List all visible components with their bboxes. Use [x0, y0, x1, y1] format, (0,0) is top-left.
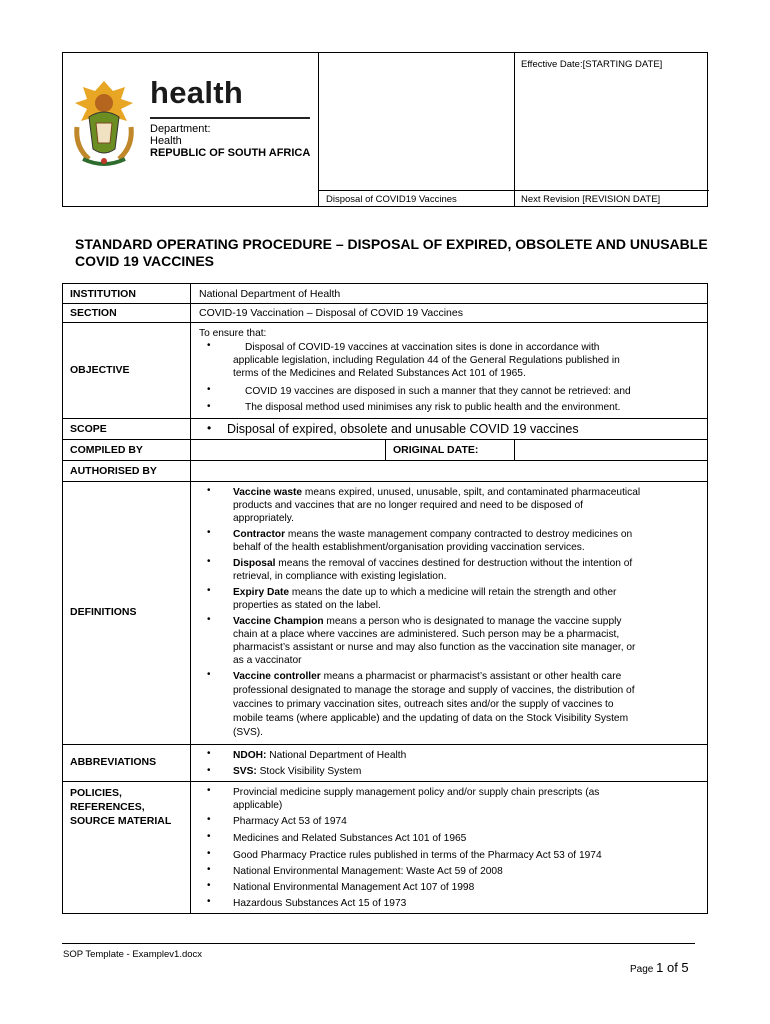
page-number	[630, 960, 689, 975]
scope-label: SCOPE	[70, 423, 107, 435]
bullet: •	[207, 585, 211, 596]
row-divider	[63, 744, 707, 745]
column-divider	[514, 439, 515, 461]
row-divider	[63, 303, 707, 304]
bullet: •	[207, 527, 211, 538]
institution-value: National Department of Health	[199, 288, 341, 300]
definition-line: professional designated to manage the storage and supply of vaccines, the distribution of	[233, 685, 635, 696]
bullet: •	[207, 421, 212, 435]
definitions-label: DEFINITIONS	[70, 606, 137, 618]
policy-item-1-line-2: applicable)	[233, 800, 283, 811]
section-label: SECTION	[70, 307, 117, 319]
policies-label	[70, 786, 171, 828]
logo-line-3: REPUBLIC OF SOUTH AFRICA	[150, 147, 311, 159]
definition-line: retrieval, in compliance with existing legislation.	[233, 571, 447, 582]
bullet: •	[207, 785, 211, 796]
bullet: •	[207, 748, 211, 759]
objective-item-1-line-2: applicable legislation, including Regulation 44 of the General Regulations published in	[233, 355, 620, 366]
row-divider	[63, 439, 707, 440]
definition-line: pharmacist’s assistant or nurse and may also function as the vaccination site manager, or	[233, 642, 636, 653]
definition-text: means the date up to which a medicine will retain the strength and other	[289, 587, 617, 598]
next-revision: Next Revision [REVISION DATE]	[521, 194, 661, 205]
definition-line: products and vaccines that are no longer required and need to be disposed of	[233, 500, 584, 511]
policy-item-5: National Environmental Management: Waste Act 59 of 2008	[233, 866, 503, 877]
abbreviation-text: National Department of Health	[266, 750, 407, 761]
definition-vaccine-waste	[233, 486, 640, 499]
bullet: •	[207, 831, 211, 842]
abbreviation-term: NDOH:	[233, 750, 267, 761]
policy-item-4: Good Pharmacy Practice rules published in terms of the Pharmacy Act 53 of 1974	[233, 850, 602, 861]
row-divider	[63, 322, 707, 323]
definition-vaccine-champion	[233, 615, 621, 628]
divider	[318, 53, 319, 206]
definition-term: Expiry Date	[233, 587, 290, 598]
header-box	[62, 52, 708, 207]
logo-line-2: Health	[150, 135, 182, 147]
scope-value: Disposal of expired, obsolete and unusable COVID 19 vaccines	[227, 422, 579, 436]
policy-item-3: Medicines and Related Substances Act 101 of 1965	[233, 833, 467, 844]
logo-department	[150, 123, 310, 159]
definition-line: vaccines to primary vaccination sites, outreach sites and/or the supply of vaccines to	[233, 699, 614, 710]
original-date-label: ORIGINAL DATE:	[393, 444, 479, 456]
section-value: COVID-19 Vaccination – Disposal of COVID 19 Vaccines	[199, 307, 463, 319]
definition-term: Contractor	[233, 529, 286, 540]
bullet: •	[207, 401, 211, 412]
bullet: •	[207, 864, 211, 875]
divider	[514, 53, 515, 206]
bullet: •	[207, 340, 211, 351]
footer-rule	[62, 943, 695, 944]
definition-text: means expired, unused, unusable, spilt, and contaminated pharmaceutical	[302, 487, 641, 498]
objective-item-1-line-3: terms of the Medicines and Related Substances Act 101 of 1965.	[233, 368, 526, 379]
definition-text: means the waste management company contracted to destroy medicines on	[285, 529, 633, 540]
policy-item-2: Pharmacy Act 53 of 1974	[233, 816, 347, 827]
logo-line-1: Department:	[150, 123, 211, 135]
bullet: •	[207, 814, 211, 825]
definition-line: mobile teams (where applicable) and the updating of data on the Stock Visibility System	[233, 713, 629, 724]
objective-item-3: The disposal method used minimises any risk to public health and the environment.	[245, 402, 621, 413]
page-of: 1 of 5	[656, 960, 689, 975]
logo-wordmark: health	[150, 75, 244, 110]
policies-label-line: SOURCE MATERIAL	[70, 815, 172, 827]
effective-date: Effective Date:[STARTING DATE]	[521, 59, 663, 70]
bullet: •	[207, 384, 211, 395]
column-divider	[385, 439, 386, 461]
bullet: •	[207, 896, 211, 907]
abbreviations-label: ABBREVIATIONS	[70, 756, 157, 768]
definition-text: means a person who is designated to manage the vaccine supply	[323, 616, 622, 627]
footer-filename: SOP Template - Examplev1.docx	[63, 949, 203, 960]
definition-line: (SVS).	[233, 727, 264, 738]
document-name: Disposal of COVID19 Vaccines	[326, 194, 457, 205]
objective-label: OBJECTIVE	[70, 364, 130, 376]
definition-line: chain at a place where vaccines are administered. Such person may be a pharmacist,	[233, 629, 620, 640]
row-divider	[63, 460, 707, 461]
policy-item-6: National Environmental Management Act 107 of 1998	[233, 882, 475, 893]
abbreviation-text: Stock Visibility System	[256, 766, 362, 777]
definition-contractor	[233, 528, 632, 541]
policy-item-7: Hazardous Substances Act 15 of 1973	[233, 898, 407, 909]
policy-item-1-line-1: Provincial medicine supply management policy and/or supply chain prescripts (as	[233, 787, 600, 798]
definition-line: properties as stated on the label.	[233, 600, 381, 611]
column-divider	[190, 284, 191, 913]
bullet: •	[207, 556, 211, 567]
row-divider	[63, 481, 707, 482]
objective-intro: To ensure that:	[199, 328, 267, 339]
definition-line: as a vaccinator	[233, 655, 302, 666]
definition-term: Vaccine Champion	[233, 616, 324, 627]
definition-text: means the removal of vaccines destined for destruction without the intention of	[275, 558, 633, 569]
sop-table	[62, 283, 708, 914]
abbreviation-term: SVS:	[233, 766, 257, 777]
bullet: •	[207, 880, 211, 891]
bullet: •	[207, 848, 211, 859]
objective-item-1-line-1: Disposal of COVID-19 vaccines at vaccination sites is done in accordance with	[245, 342, 600, 353]
definition-line: appropriately.	[233, 513, 294, 524]
definition-expiry-date	[233, 586, 616, 599]
coat-of-arms-icon	[69, 77, 139, 169]
logo-rule	[150, 117, 310, 119]
institution-label: INSTITUTION	[70, 288, 136, 300]
bullet: •	[207, 485, 211, 496]
bullet: •	[207, 669, 211, 680]
divider	[318, 190, 709, 191]
definition-disposal	[233, 557, 632, 570]
policies-label-line: POLICIES,	[70, 787, 122, 799]
policies-label-line: REFERENCES,	[70, 801, 145, 813]
definition-term: Disposal	[233, 558, 276, 569]
page-word: Page	[630, 964, 654, 975]
objective-item-2: COVID 19 vaccines are disposed in such a manner that they cannot be retrieved: and	[245, 386, 631, 397]
definition-term: Vaccine waste	[233, 487, 303, 498]
definition-text: means a pharmacist or pharmacist’s assistant or other health care	[320, 671, 622, 682]
abbreviation-svs	[233, 765, 361, 778]
bullet: •	[207, 614, 211, 625]
definition-term: Vaccine controller	[233, 671, 321, 682]
compiled-by-label: COMPILED BY	[70, 444, 143, 456]
authorised-by-label: AUTHORISED BY	[70, 465, 157, 477]
definition-vaccine-controller	[233, 670, 621, 683]
row-divider	[63, 781, 707, 782]
page-title: STANDARD OPERATING PROCEDURE – DISPOSAL OF EXPIRED, OBSOLETE AND UNUSABLE COVID 19 VACCINES	[75, 236, 708, 269]
abbreviation-ndoh	[233, 749, 406, 762]
row-divider	[63, 418, 707, 419]
definition-line: behalf of the health establishment/organisation providing vaccination services.	[233, 542, 585, 553]
bullet: •	[207, 765, 211, 776]
